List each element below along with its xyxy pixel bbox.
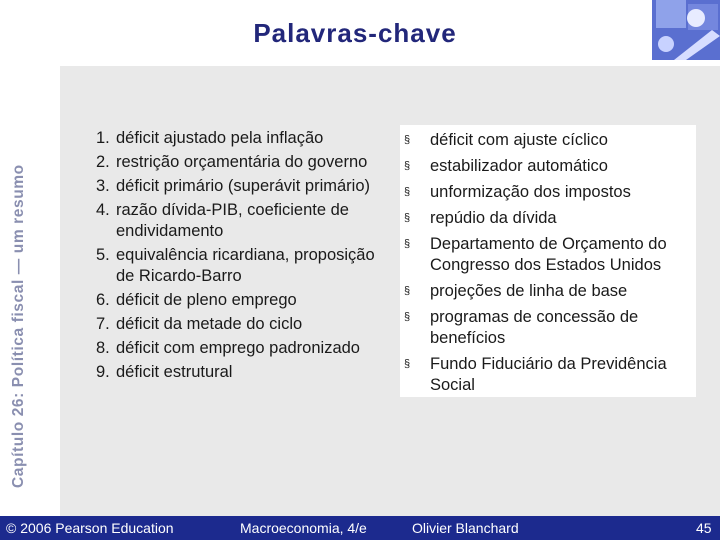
page-number: 45 — [696, 520, 712, 536]
item-text: restrição orçamentária do governo — [116, 153, 368, 171]
item-text: Departamento de Orçamento do Congresso dos Estados Unidos — [430, 235, 667, 274]
chapter-side-title: Capítulo 26: Política fiscal — um resumo — [10, 164, 27, 488]
bullet-icon: § — [404, 311, 411, 323]
footer-bar — [0, 516, 720, 540]
footer-book-title: Macroeconomia, 4/e — [240, 520, 367, 536]
list-item — [404, 182, 694, 203]
item-number: 7. — [96, 315, 110, 333]
list-item — [96, 128, 386, 149]
item-text: programas de concessão de benefícios — [430, 308, 639, 347]
item-number: 9. — [96, 363, 110, 381]
bullet-icon: § — [404, 160, 411, 172]
list-item — [404, 130, 694, 151]
numbered-keyword-list — [96, 128, 386, 386]
list-item — [404, 234, 694, 276]
list-item — [404, 307, 694, 349]
bullet-icon: § — [404, 212, 411, 224]
item-text: Fundo Fiduciário da Previdência Social — [430, 355, 667, 394]
list-item — [404, 281, 694, 302]
item-text: déficit estrutural — [116, 363, 233, 381]
bullet-icon: § — [404, 186, 411, 198]
item-text: déficit ajustado pela inflação — [116, 129, 324, 147]
list-item — [404, 156, 694, 177]
item-number: 5. — [96, 246, 110, 264]
item-text: déficit de pleno emprego — [116, 291, 297, 309]
item-text: razão dívida-PIB, coeficiente de endividamento — [116, 201, 349, 240]
bulleted-keyword-list — [404, 130, 694, 401]
item-number: 6. — [96, 291, 110, 309]
bullet-icon: § — [404, 238, 411, 250]
item-text: déficit primário (superávit primário) — [116, 177, 370, 195]
item-text: projeções de linha de base — [430, 282, 628, 300]
bullet-icon: § — [404, 358, 411, 370]
footer-copyright: © 2006 Pearson Education — [6, 520, 174, 536]
list-item — [96, 176, 386, 197]
item-text: déficit com emprego padronizado — [116, 339, 360, 357]
item-text: repúdio da dívida — [430, 209, 557, 227]
list-item — [96, 200, 386, 242]
bullet-icon: § — [404, 285, 411, 297]
list-item — [96, 338, 386, 359]
item-text: unformização dos impostos — [430, 183, 631, 201]
list-item — [404, 208, 694, 229]
footer-author: Olivier Blanchard — [412, 520, 519, 536]
item-text: equivalência ricardiana, proposição de Ricardo-Barro — [116, 246, 375, 285]
list-item — [96, 290, 386, 311]
slide-title: Palavras-chave — [253, 18, 457, 48]
item-number: 8. — [96, 339, 110, 357]
bullet-icon: § — [404, 134, 411, 146]
list-item — [96, 314, 386, 335]
item-text: estabilizador automático — [430, 157, 608, 175]
list-item — [96, 245, 386, 287]
item-text: déficit com ajuste cíclico — [430, 131, 608, 149]
list-item — [96, 362, 386, 383]
item-number: 3. — [96, 177, 110, 195]
item-text: déficit da metade do ciclo — [116, 315, 303, 333]
item-number: 1. — [96, 129, 110, 147]
item-number: 4. — [96, 201, 110, 219]
list-item — [404, 354, 694, 396]
item-number: 2. — [96, 153, 110, 171]
decorative-pattern-icon — [652, 0, 720, 60]
list-item — [96, 152, 386, 173]
